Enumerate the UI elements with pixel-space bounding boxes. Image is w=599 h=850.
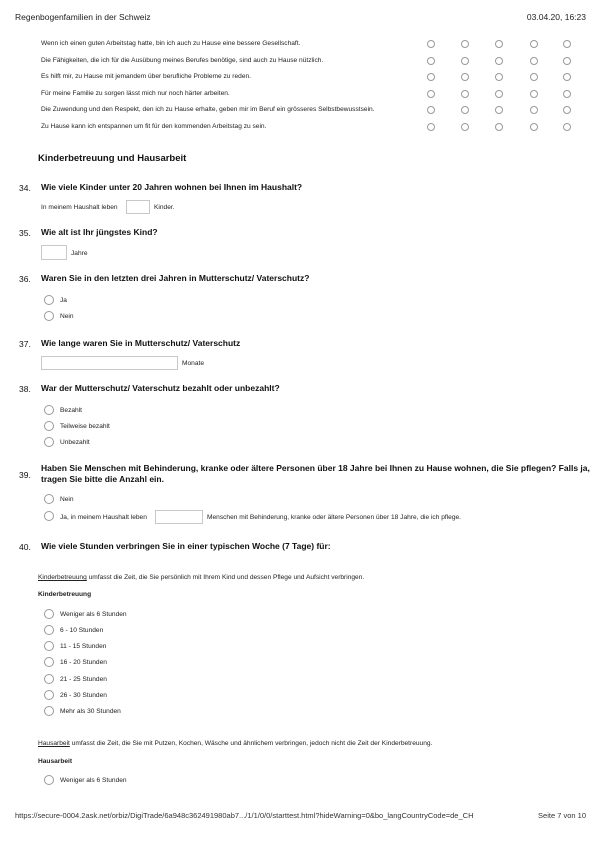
radio-haus-option[interactable]: [44, 775, 54, 785]
question-text: Wie viele Stunden verbringen Sie in einer typischen Woche (7 Tage) für:: [41, 541, 331, 551]
radio-kinder-option[interactable]: [44, 706, 54, 716]
matrix-row: [41, 53, 581, 70]
children-count-input[interactable]: [126, 200, 150, 214]
definition-term: Kinderbetreuung: [38, 574, 87, 581]
question-text: [41, 463, 590, 485]
radio-kinder-option[interactable]: [44, 625, 54, 635]
definition-term: Hausarbeit: [38, 740, 70, 747]
matrix-row: [41, 102, 581, 119]
matrix-radio[interactable]: [461, 73, 469, 81]
matrix-radio[interactable]: [495, 73, 503, 81]
care-persons-count-input[interactable]: [155, 510, 203, 524]
radio-nein[interactable]: [44, 311, 54, 321]
question-text: War der Mutterschutz/ Vaterschutz bezahlt oder unbezahlt?: [41, 383, 280, 393]
matrix-radio[interactable]: [427, 73, 435, 81]
option-label: 11 - 15 Stunden: [60, 643, 107, 650]
matrix-radio[interactable]: [461, 106, 469, 114]
radio-kinder-option[interactable]: [44, 641, 54, 651]
matrix-row-label: Die Zuwendung und den Respekt, den ich zu Hause erhalte, geben mir im Beruf ein grösseres Selbstbewusstsein.: [41, 106, 375, 114]
matrix-radio[interactable]: [563, 123, 571, 131]
question-number: 34.: [19, 183, 31, 193]
matrix-radio[interactable]: [563, 90, 571, 98]
matrix-radio[interactable]: [427, 106, 435, 114]
matrix-radio[interactable]: [563, 57, 571, 65]
definition-text: umfasst die Zeit, die Sie mit Putzen, Kochen, Wäsche und ähnlichem verbringen, jedoch nicht die Zeit der Kinderbetreuung.: [69, 740, 433, 747]
matrix-row: [41, 86, 581, 103]
radio-ja[interactable]: [44, 295, 54, 305]
question-number: 38.: [19, 384, 31, 394]
matrix-row: [41, 36, 581, 53]
question-text: Waren Sie in den letzten drei Jahren in Mutterschutz/ Vaterschutz?: [41, 273, 310, 283]
radio-kinder-option[interactable]: [44, 657, 54, 667]
question-text-line: tragen Sie bitte die Anzahl ein.: [41, 474, 164, 484]
radio-kinder-option[interactable]: [44, 609, 54, 619]
print-datetime: 03.04.20, 16:23: [526, 12, 586, 22]
likert-matrix: [41, 36, 581, 136]
page-number: Seite 7 von 10: [538, 811, 586, 820]
question-text: Wie alt ist Ihr jüngstes Kind?: [41, 227, 158, 237]
option-label: Teilweise bezahlt: [60, 423, 110, 430]
matrix-row-label: Für meine Familie zu sorgen lässt mich nur noch härter arbeiten.: [41, 89, 230, 97]
matrix-row-label: Es hilft mir, zu Hause mit jemandem über berufliche Probleme zu reden.: [41, 73, 251, 81]
input-suffix-label: Kinder.: [154, 204, 175, 211]
option-label: Unbezahlt: [60, 439, 90, 446]
matrix-radio[interactable]: [563, 40, 571, 48]
option-label: Nein: [60, 496, 74, 503]
matrix-radio[interactable]: [530, 40, 538, 48]
matrix-radio[interactable]: [530, 57, 538, 65]
matrix-radio[interactable]: [427, 123, 435, 131]
radio-ja[interactable]: [44, 511, 54, 521]
question-number: 40.: [19, 542, 31, 552]
matrix-row: [41, 69, 581, 86]
option-label: 16 - 20 Stunden: [60, 659, 107, 666]
matrix-radio[interactable]: [530, 106, 538, 114]
document-title: Regenbogenfamilien in der Schweiz: [15, 12, 151, 22]
youngest-child-age-input[interactable]: [41, 245, 67, 260]
radio-nein[interactable]: [44, 494, 54, 504]
matrix-radio[interactable]: [427, 90, 435, 98]
input-suffix-label: Monate: [182, 360, 204, 367]
option-label: Nein: [60, 313, 74, 320]
matrix-row-label: Wenn ich einen guten Arbeitstag hatte, bin ich auch zu Hause eine bessere Gesellschaft.: [41, 40, 301, 47]
matrix-radio[interactable]: [461, 57, 469, 65]
option-label: 26 - 30 Stunden: [60, 692, 107, 699]
matrix-radio[interactable]: [495, 106, 503, 114]
question-text: Wie lange waren Sie in Mutterschutz/ Vaterschutz: [41, 338, 241, 348]
page-url: https://secure-0004.2ask.net/orbiz/DigiTrade/6a948c362491980ab7.../1/1/0/0/starttest.html?hideWarning=0&bo_langCountryCode=de_CH: [15, 811, 474, 820]
question-number: 37.: [19, 339, 31, 349]
option-label: 21 - 25 Stunden: [60, 676, 107, 683]
question-number: 39.: [19, 470, 31, 480]
matrix-radio[interactable]: [461, 123, 469, 131]
hausarbeit-definition: [38, 740, 432, 747]
option-label: Weniger als 6 Stunden: [60, 611, 127, 618]
radio-kinder-option[interactable]: [44, 690, 54, 700]
question-text-line: Haben Sie Menschen mit Behinderung, kranke oder ältere Personen über 18 Jahre bei Ihnen zu Hause wohnen, die Sie pflegen? Falls ja,: [41, 463, 590, 473]
months-input[interactable]: [41, 356, 178, 370]
matrix-radio[interactable]: [495, 57, 503, 65]
matrix-radio[interactable]: [530, 73, 538, 81]
option-suffix-label: Menschen mit Behinderung, kranke oder ältere Personen über 18 Jahre, die ich pflege.: [207, 514, 462, 521]
question-number: 36.: [19, 274, 31, 284]
matrix-radio[interactable]: [563, 73, 571, 81]
option-label: Bezahlt: [60, 407, 82, 414]
input-prefix-label: In meinem Haushalt leben: [41, 204, 118, 211]
matrix-radio[interactable]: [530, 123, 538, 131]
subsection-label: Kinderbetreuung: [38, 591, 92, 598]
option-label: 6 - 10 Stunden: [60, 627, 104, 634]
matrix-radio[interactable]: [461, 40, 469, 48]
matrix-radio[interactable]: [563, 106, 571, 114]
section-title: Kinderbetreuung und Hausarbeit: [38, 153, 187, 164]
radio-teilweise-bezahlt[interactable]: [44, 421, 54, 431]
matrix-row-label: Die Fähigkeiten, die ich für die Ausübung meines Berufes benötige, sind auch zu Hause nützlich.: [41, 56, 324, 64]
definition-text: umfasst die Zeit, die Sie persönlich mit Ihrem Kind und dessen Pflege und Aufsicht verbringen.: [86, 574, 365, 581]
option-label: Ja, in meinem Haushalt leben: [60, 514, 147, 521]
matrix-row: [41, 119, 581, 136]
matrix-radio[interactable]: [427, 40, 435, 48]
matrix-radio[interactable]: [530, 90, 538, 98]
option-label: Ja: [60, 297, 67, 304]
radio-unbezahlt[interactable]: [44, 437, 54, 447]
question-text: Wie viele Kinder unter 20 Jahren wohnen bei Ihnen im Haushalt?: [41, 182, 303, 192]
option-label: Mehr als 30 Stunden: [60, 708, 121, 715]
matrix-row-label: Zu Hause kann ich entspannen um fit für den kommenden Arbeitstag zu sein.: [41, 122, 267, 130]
matrix-radio[interactable]: [461, 90, 469, 98]
question-number: 35.: [19, 228, 31, 238]
matrix-radio[interactable]: [495, 123, 503, 131]
matrix-radio[interactable]: [495, 90, 503, 98]
matrix-radio[interactable]: [495, 40, 503, 48]
radio-bezahlt[interactable]: [44, 405, 54, 415]
option-label: Weniger als 6 Stunden: [60, 777, 127, 784]
matrix-radio[interactable]: [427, 57, 435, 65]
input-suffix-label: Jahre: [71, 250, 88, 257]
radio-kinder-option[interactable]: [44, 674, 54, 684]
subsection-label: Hausarbeit: [38, 758, 73, 765]
kinderbetreuung-definition: [38, 574, 364, 581]
